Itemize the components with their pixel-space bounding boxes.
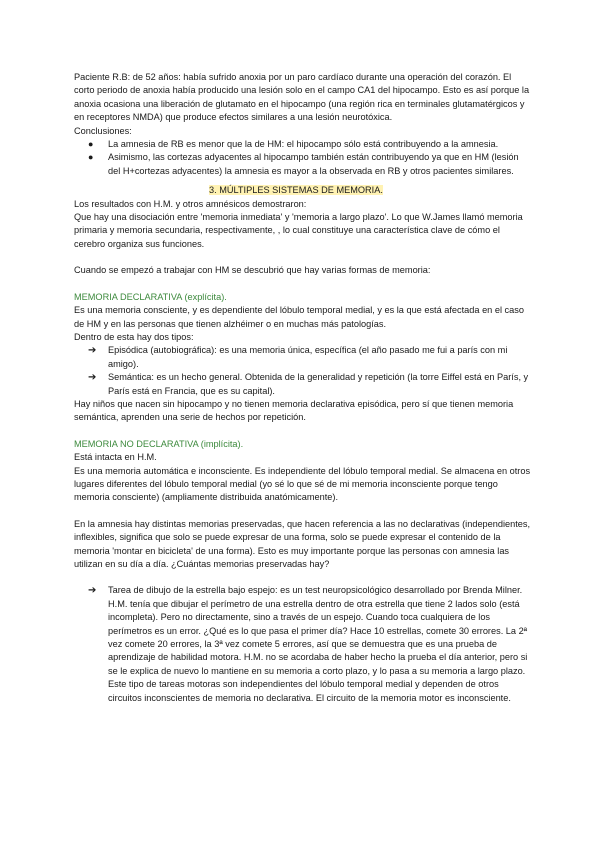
list-item [74,584,532,705]
bullet-icon: ● [88,139,94,150]
memory-forms-paragraph: Cuando se empezó a trabajar con HM se descubrió que hay varias formas de memoria: [74,265,431,276]
section-title-text: 3. MÚLTIPLES SISTEMAS DE MEMORIA. [209,185,383,196]
conclusions-label: Conclusiones: [74,125,132,136]
list-item [74,371,532,398]
list-item-text: Semántica: es un hecho general. Obtenida de la generalidad y repetición (la torre Eiffel está en París, y París está en Francia, que es su capital). [108,372,529,396]
list-item [74,138,532,151]
arrow-right-icon: ➔ [88,372,97,384]
results-intro: Los resultados con H.M. y otros amnésicos demostraron: [74,198,307,209]
declarative-types-list [74,344,532,398]
conclusions-list [74,138,532,178]
patient-rb-paragraph: Paciente R.B: de 52 años: había sufrido anoxia por un paro cardíaco durante una operación del corazón. El corto periodo de anoxia había producido una lesión solo en el campo CA1 del hipocampo. Esto es así porque la anoxia ocasiona una liberación de glutamato en el hipocampo (una región rica en terminales glutamatérgicos y en receptores NMDA) que produce efectos similares a una lesión neurotóxica. [74,72,530,123]
non-declarative-paragraph: Es una memoria automática e inconsciente. Es independiente del lóbulo temporal medial. Se almacena en otros lugares diferentes del lóbulo temporal medial (yo sé lo que sé de mi memoria inconsciente porque tengo memoria consciente) (ampliamente distribuida anatómicamente). [74,465,531,503]
intact-hm-line: Está intacta en H.M. [74,452,157,463]
preserved-memories-list [74,584,532,705]
declarative-types-label: Dentro de esta hay dos tipos: [74,331,194,342]
list-item [74,344,532,371]
dissociation-paragraph: Que hay una disociación entre 'memoria inmediata' y 'memoria a largo plazo'. Lo que W.James llamó memoria primaria y memoria secundaria, respectivamente, , lo cual constituye una característica clave de cómo el cerebro organiza sus funciones. [74,212,523,249]
hippocampus-children-paragraph: Hay niños que nacen sin hipocampo y no tienen memoria declarativa episódica, pero sí que tienen memoria semántica, aprenden una serie de hechos por repetición. [74,398,514,423]
arrow-right-icon: ➔ [88,585,97,597]
document-body [74,71,532,705]
bullet-icon: ● [88,152,94,163]
section-title [74,184,532,197]
list-item-text: Episódica (autobiográfica): es una memoria única, específica (el año pasado me fui a parís con mi amigo). [108,345,508,369]
list-item-text: Tarea de dibujo de la estrella bajo espejo: es un test neuropsicológico desarrollado por Brenda Milner. H.M. tenía que dibujar el perímetro de una estrella dentro de otra estrella que tiene 2 lados solo (está incompleta). Pero no directamente, sino a través de un espejo. Cuando toca cualquiera de los perímetros es un error. ¿Qué es lo que pasa el primer día? Hace 10 estrellas, comete 30 errores. La 2ª vez comete 20 errores, la 3ª vez comete 5 errores, así que se demuestra que es una prueba de aprendizaje de habilidad motora. H.M. no se acordaba de haber hecho la prueba el día anterior, pero si se le explica de nuevo lo mantiene en su memoria a corto plazo, y lo pasa a su memoria a largo plazo. Este tipo de tareas motoras son independientes del lóbulo temporal medial y dependen de otros circuitos inconscientes de memoria no declarativa. El circuito de la memoria motor es inconsciente. [108,585,528,703]
declarative-heading: MEMORIA DECLARATIVA (explícita). [74,291,227,302]
list-item-text: La amnesia de RB es menor que la de HM: el hipocampo sólo está contribuyendo a la amnesia. [108,139,499,150]
declarative-paragraph: Es una memoria consciente, y es dependiente del lóbulo temporal medial, y es la que está afectada en el caso de HM y en las personas que tienen alzhéimer o en muchas más patologías. [74,305,524,329]
non-declarative-heading: MEMORIA NO DECLARATIVA (implícita). [74,438,244,449]
arrow-right-icon: ➔ [88,345,97,357]
list-item-text: Asimismo, las cortezas adyacentes al hipocampo también están contribuyendo ya que en HM (lesión del H+cortezas adyacentes) la amnesia es mayor a la observada en RB y otros pacientes similares. [108,152,519,176]
preserved-memories-paragraph: En la amnesia hay distintas memorias preservadas, que hacen referencia a las no declarativas (independientes, inflexibles, significa que solo se puede expresar de una forma, solo se puede expresar el contenido de la memoria 'montar en bicicleta' de una forma). Esto es muy importante porque las personas con amnesia las utilizan en su día a día. ¿Cuántas memorias preservadas hay? [74,518,531,569]
list-item [74,151,532,178]
